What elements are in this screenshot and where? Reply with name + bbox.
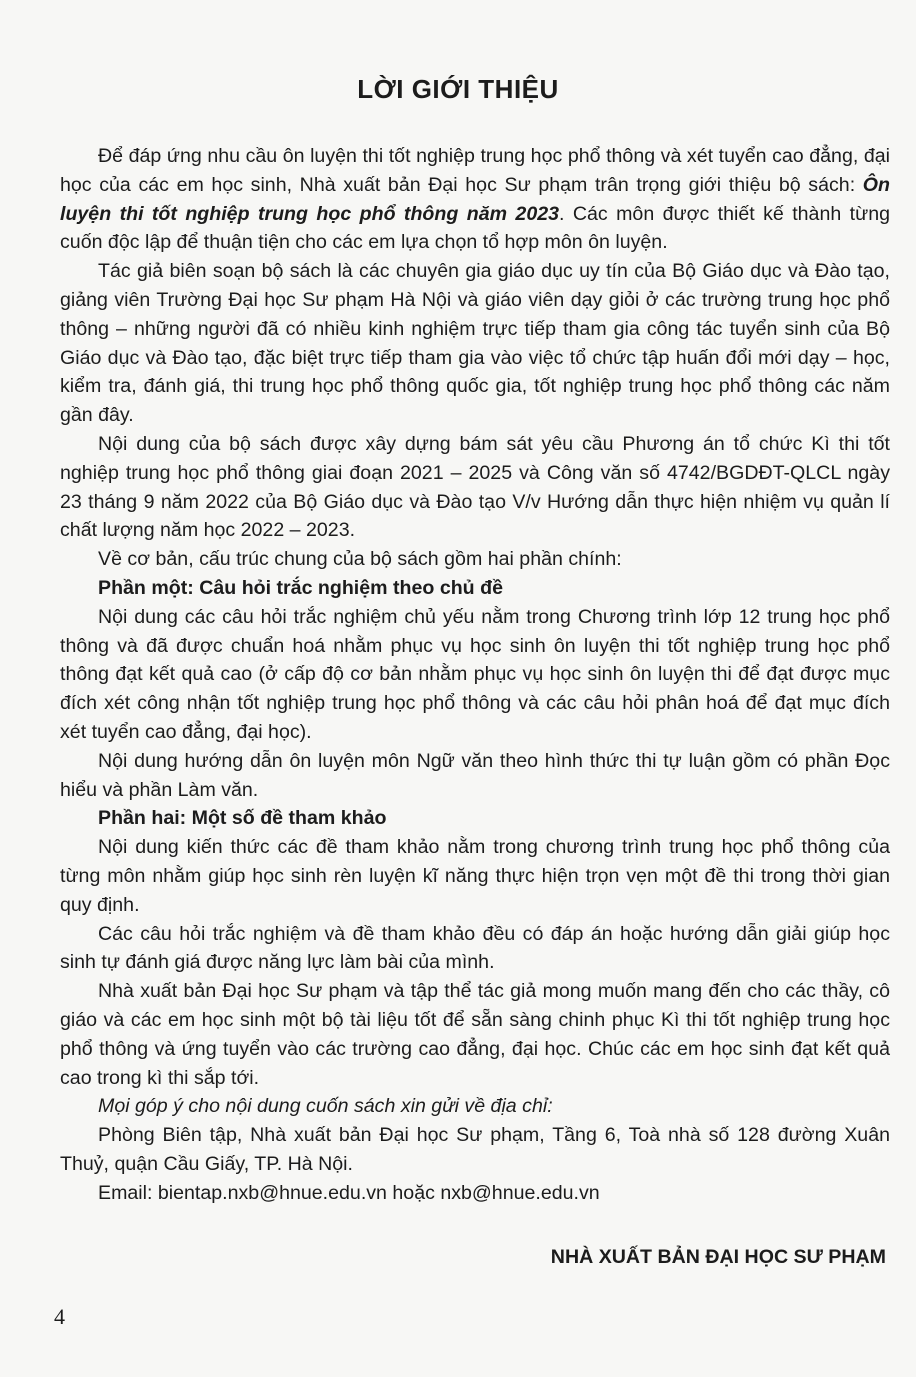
body-text: [60, 142, 890, 1207]
page-title: LỜI GIỚI THIỆU: [357, 74, 559, 104]
paragraph-literature: Nội dung hướng dẫn ôn luyện môn Ngữ văn theo hình thức thi tự luận gồm có phần Đọc hiểu và phần Làm văn.: [60, 749, 890, 801]
intro-text-end: . Các môn được thiết kế thành từng cuốn độc lập để thuận tiện cho các em lựa chọn tổ hợp môn ôn luyện.: [60, 202, 890, 254]
paragraph-part-two: Nội dung kiến thức các đề tham khảo nằm trong chương trình trung học phổ thông của từng môn nhằm giúp học sinh rèn luyện kĩ năng thực hiện trọn vẹn một đề thi trong thời gian quy định.: [60, 836, 890, 916]
paragraph-wishes: Nhà xuất bản Đại học Sư phạm và tập thể tác giả mong muốn mang đến cho các thầy, cô giáo và các em học sinh một bộ tài liệu tốt để sẵn sàng chinh phục Kì thi tốt nghiệp trung học phổ thông và ứng tuyển vào các trường cao đẳng, đại học. Chúc các em học sinh đạt kết quả cao trong kì thi sắp tới.: [60, 980, 890, 1089]
page-number: 4: [54, 1304, 65, 1329]
paragraph-email: Email: bientap.nxb@hnue.edu.vn hoặc nxb@hnue.edu.vn: [98, 1181, 600, 1204]
intro-text: Để đáp ứng nhu cầu ôn luyện thi tốt nghiệp trung học phổ thông và xét tuyển cao đẳng, đại học của các em học sinh, Nhà xuất bản Đại học Sư phạm trân trọng giới thiệu bộ sách:: [60, 145, 890, 196]
paragraph-intro: [60, 142, 890, 257]
heading-part-one: Phần một: Câu hỏi trắc nghiệm theo chủ đề: [98, 576, 503, 599]
publisher-signature: NHÀ XUẤT BẢN ĐẠI HỌC SƯ PHẠM: [550, 1246, 886, 1268]
heading-part-two: Phần hai: Một số đề tham khảo: [98, 807, 387, 830]
paragraph-address: Phòng Biên tập, Nhà xuất bản Đại học Sư phạm, Tầng 6, Toà nhà số 128 đường Xuân Thuỷ, quận Cầu Giấy, TP. Hà Nội.: [60, 1124, 890, 1175]
paragraph-structure: Về cơ bản, cấu trúc chung của bộ sách gồm hai phần chính:: [98, 548, 622, 571]
paragraph-part-one: Nội dung các câu hỏi trắc nghiệm chủ yếu nằm trong Chương trình lớp 12 trung học phổ thông và đã được chuẩn hoá nhằm phục vụ học sinh ôn luyện thi tốt nghiệp trung học phổ thông đạt kết quả cao (ở cấp độ cơ bản nhằm phục vụ học sinh ôn luyện thi để đạt được mục đích xét công nhận tốt nghiệp trung học phổ thông và các câu hỏi phân hoá để đạt mục đích xét tuyển cao đẳng, đại học).: [60, 605, 890, 743]
paragraph-content: Nội dung của bộ sách được xây dựng bám sát yêu cầu Phương án tổ chức Kì thi tốt nghiệp trung học phổ thông giai đoạn 2021 – 2025 và Công văn số 4742/BGDĐT-QLCL ngày 23 tháng 9 năm 2022 của Bộ Giáo dục và Đào tạo V/v Hướng dẫn thực hiện nhiệm vụ quản lí chất lượng năm học 2022 – 2023.: [60, 432, 890, 542]
book-title: Ôn luyện thi tốt nghiệp trung học phổ thông năm 2023: [60, 173, 890, 225]
paragraph-feedback: Mọi góp ý cho nội dung cuốn sách xin gửi về địa chỉ:: [98, 1095, 553, 1118]
paragraph-answers: Các câu hỏi trắc nghiệm và đề tham khảo đều có đáp án hoặc hướng dẫn giải giúp học sinh tự đánh giá được năng lực làm bài của mình.: [60, 922, 890, 974]
paragraph-authors: Tác giả biên soạn bộ sách là các chuyên gia giáo dục uy tín của Bộ Giáo dục và Đào tạo, giảng viên Trường Đại học Sư phạm Hà Nội và giáo viên dạy giỏi ở các trường trung học phổ thông – những người đã có nhiều kinh nghiệm trực tiếp tham gia công tác tuyển sinh của Bộ Giáo dục và Đào tạo, đặc biệt trực tiếp tham gia vào việc tổ chức tập huấn đổi mới dạy – học, kiểm tra, đánh giá, thi trung học phổ thông quốc gia, tốt nghiệp trung học phổ thông các năm gần đây.: [60, 260, 890, 427]
